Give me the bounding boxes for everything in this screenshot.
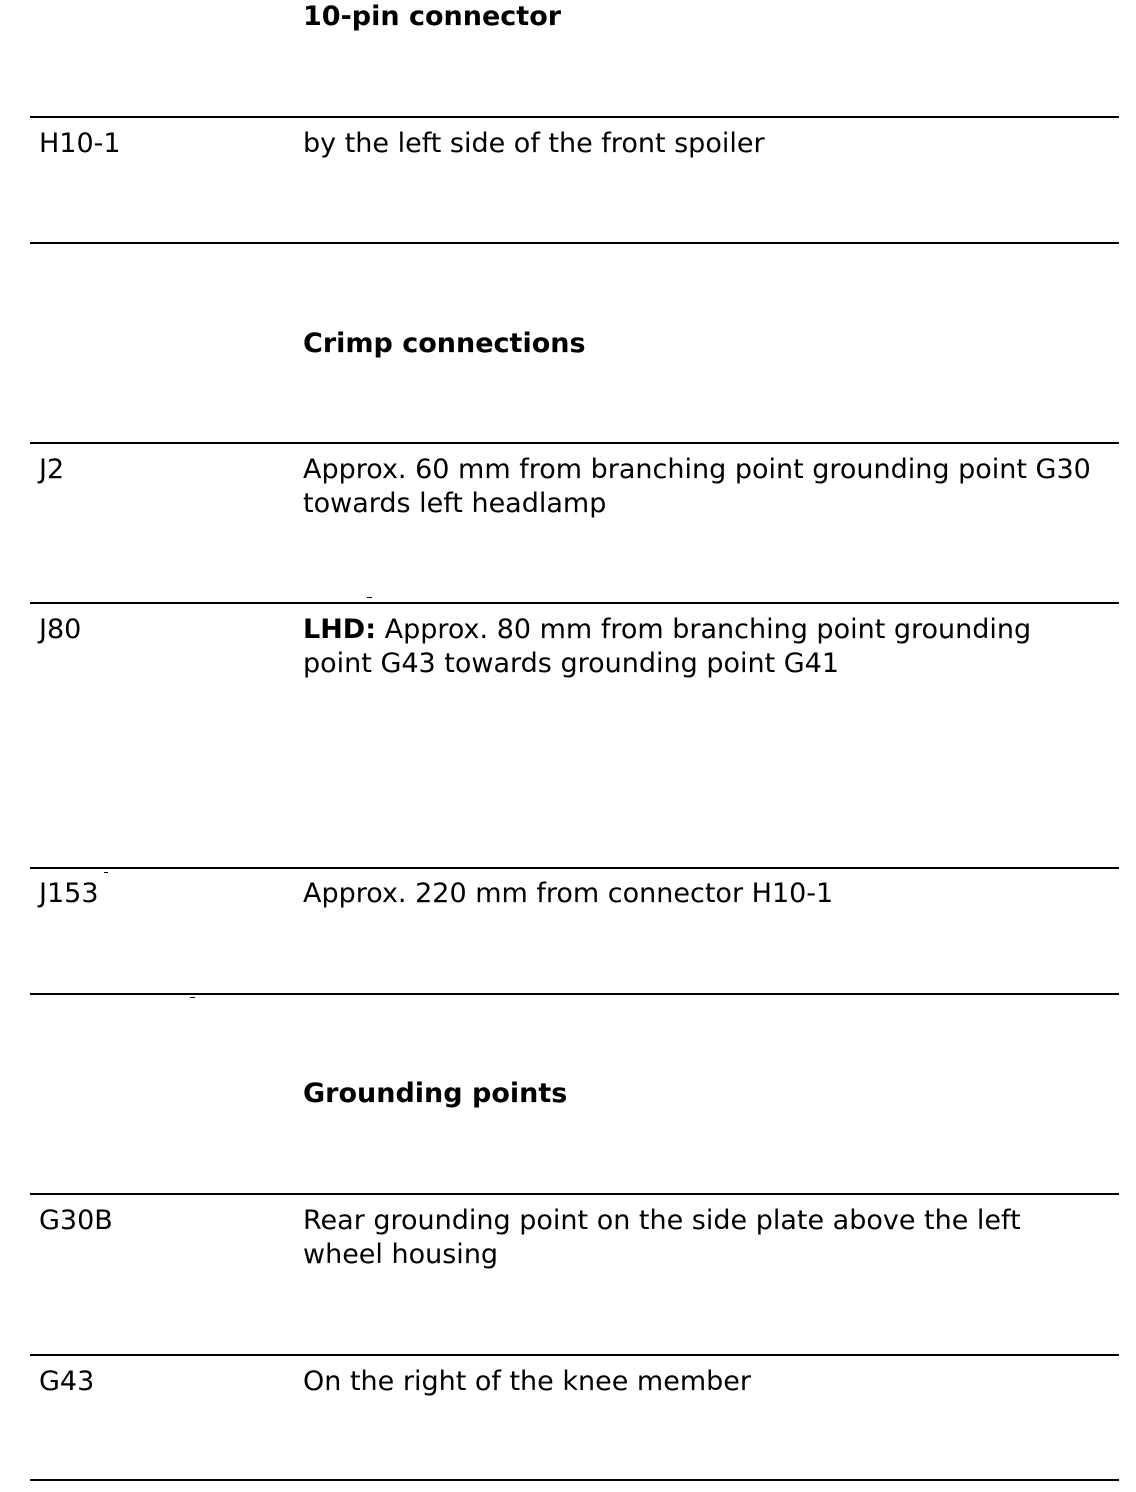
row-description-text: Approx. 60 mm from branching point grounding point G30 towards left headlamp: [303, 454, 1091, 519]
row-description-g43: [303, 1365, 1103, 1399]
row-divider: [30, 242, 1119, 244]
section-heading-grounding-points: Grounding points: [303, 1078, 568, 1109]
row-description-j153: [303, 877, 1103, 911]
row-code-j2: J2: [39, 454, 65, 485]
row-code-h10-1: H10-1: [39, 128, 121, 159]
row-divider: [30, 1479, 1119, 1481]
scan-speck: [104, 872, 108, 873]
row-divider: [30, 116, 1119, 118]
section-heading-10-pin-connector: 10-pin connector: [303, 1, 562, 32]
row-divider: [30, 442, 1119, 444]
row-description-h10-1: [303, 127, 1103, 161]
row-divider: [30, 1354, 1119, 1356]
row-code-j153: J153: [39, 878, 99, 909]
row-divider: [30, 993, 1119, 995]
row-code-g43: G43: [39, 1366, 95, 1397]
row-divider: [30, 602, 1119, 604]
row-description-text: On the right of the knee member: [303, 1366, 751, 1397]
row-description-prefix-lhd: LHD:: [303, 614, 377, 645]
scan-speck: [190, 997, 195, 998]
row-code-g30b: G30B: [39, 1205, 113, 1236]
row-description-text: Approx. 220 mm from connector H10-1: [303, 878, 834, 909]
scan-speck: [367, 597, 372, 598]
row-divider: [30, 867, 1119, 869]
row-divider: [30, 1193, 1119, 1195]
row-description-text: by the left side of the front spoiler: [303, 128, 765, 159]
row-code-j80: J80: [39, 614, 82, 645]
row-description-text: Approx. 80 mm from branching point grounding point G43 towards grounding point G41: [303, 614, 1032, 679]
row-description-j80: [303, 613, 1103, 681]
section-heading-crimp-connections: Crimp connections: [303, 328, 586, 359]
scan-speck: [108, 1194, 113, 1195]
row-description-text: Rear grounding point on the side plate above the left wheel housing: [303, 1205, 1021, 1270]
row-description-j2: [303, 453, 1103, 521]
scan-speck: [104, 442, 108, 443]
row-description-g30b: [303, 1204, 1103, 1272]
